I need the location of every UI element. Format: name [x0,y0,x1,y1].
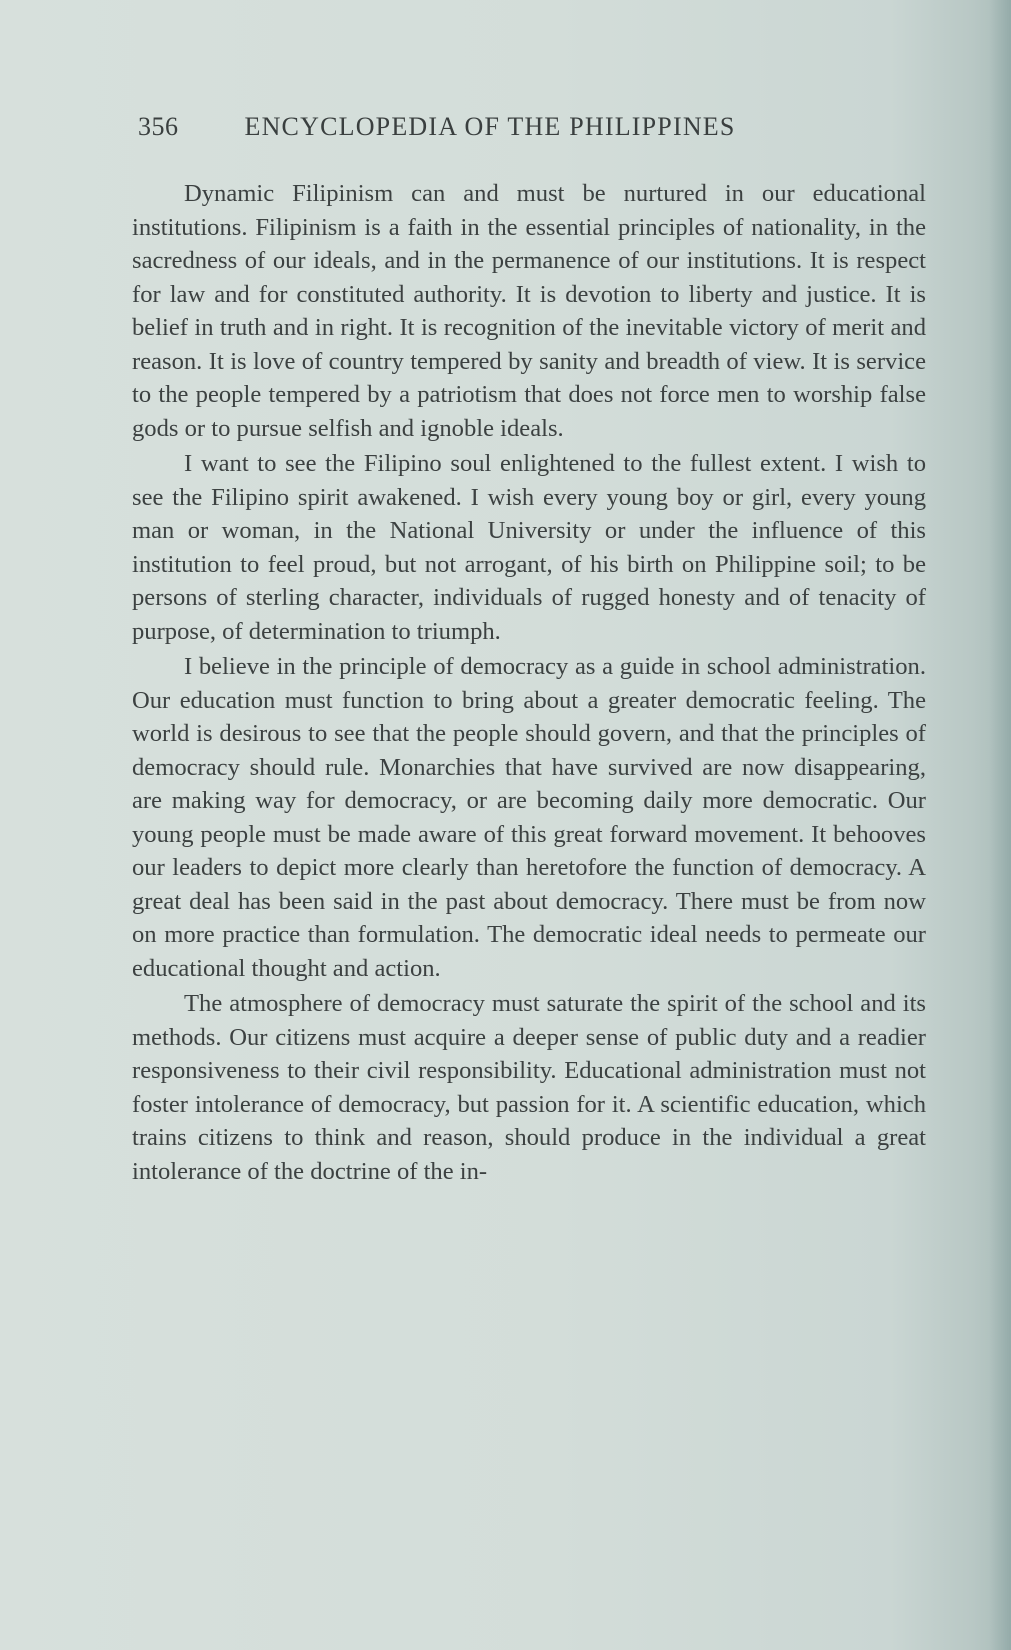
book-title: ENCYCLOPEDIA OF THE PHILIPPINES [244,112,736,141]
paragraph-1: Dynamic Filipinism can and must be nurtured in our educational institutions. Filipinism is a faith in the essential principles of nationality, in the sacredness of our ideals, and in the permanence of our institutions. It is respect for law and for constituted authority. It is devotion to liberty and justice. It is belief in truth and in right. It is recognition of the inevitable victory of merit and reason. It is love of country tempered by sanity and breadth of view. It is service to the people tempered by a patriotism that does not force men to worship false gods or to pursue selfish and ignoble ideals. [132,180,926,442]
page-edge-shadow [989,0,1011,1650]
paragraph-3: I believe in the principle of democracy as a guide in school administration. Our education must function to bring about a greater democratic feeling. The world is desirous to see that the people should govern, and that the principles of democracy should rule. Monarchies that have survived are now disappearing, are making way for democracy, or are becoming daily more democratic. Our young people must be made aware of this great forward movement. It behooves our leaders to depict more clearly than heretofore the function of democracy. A great deal has been said in the past about democracy. There must be from now on more practice than formulation. The democratic ideal needs to permeate our educational thought and action. [132,653,926,982]
body-text [132,177,926,1190]
paragraph-2: I want to see the Filipino soul enlightened to the fullest extent. I wish to see the Filipino spirit awakened. I wish every young boy or girl, every young man or woman, in the National University or under the influence of this institution to feel proud, but not arrogant, of his birth on Philippine soil; to be persons of sterling character, individuals of rugged honesty and of tenacity of purpose, of determination to triumph. [132,450,926,645]
paragraph-4: The atmosphere of democracy must saturate the spirit of the school and its methods. Our citizens must acquire a deeper sense of public duty and a readier responsiveness to their civil responsibility. Educational administration must not foster intolerance of democracy, but passion for it. A scientific education, which trains citizens to think and reason, should produce in the individual a great intolerance of the doctrine of the in- [132,990,926,1185]
running-head [138,112,838,152]
page-number: 356 [138,112,179,141]
